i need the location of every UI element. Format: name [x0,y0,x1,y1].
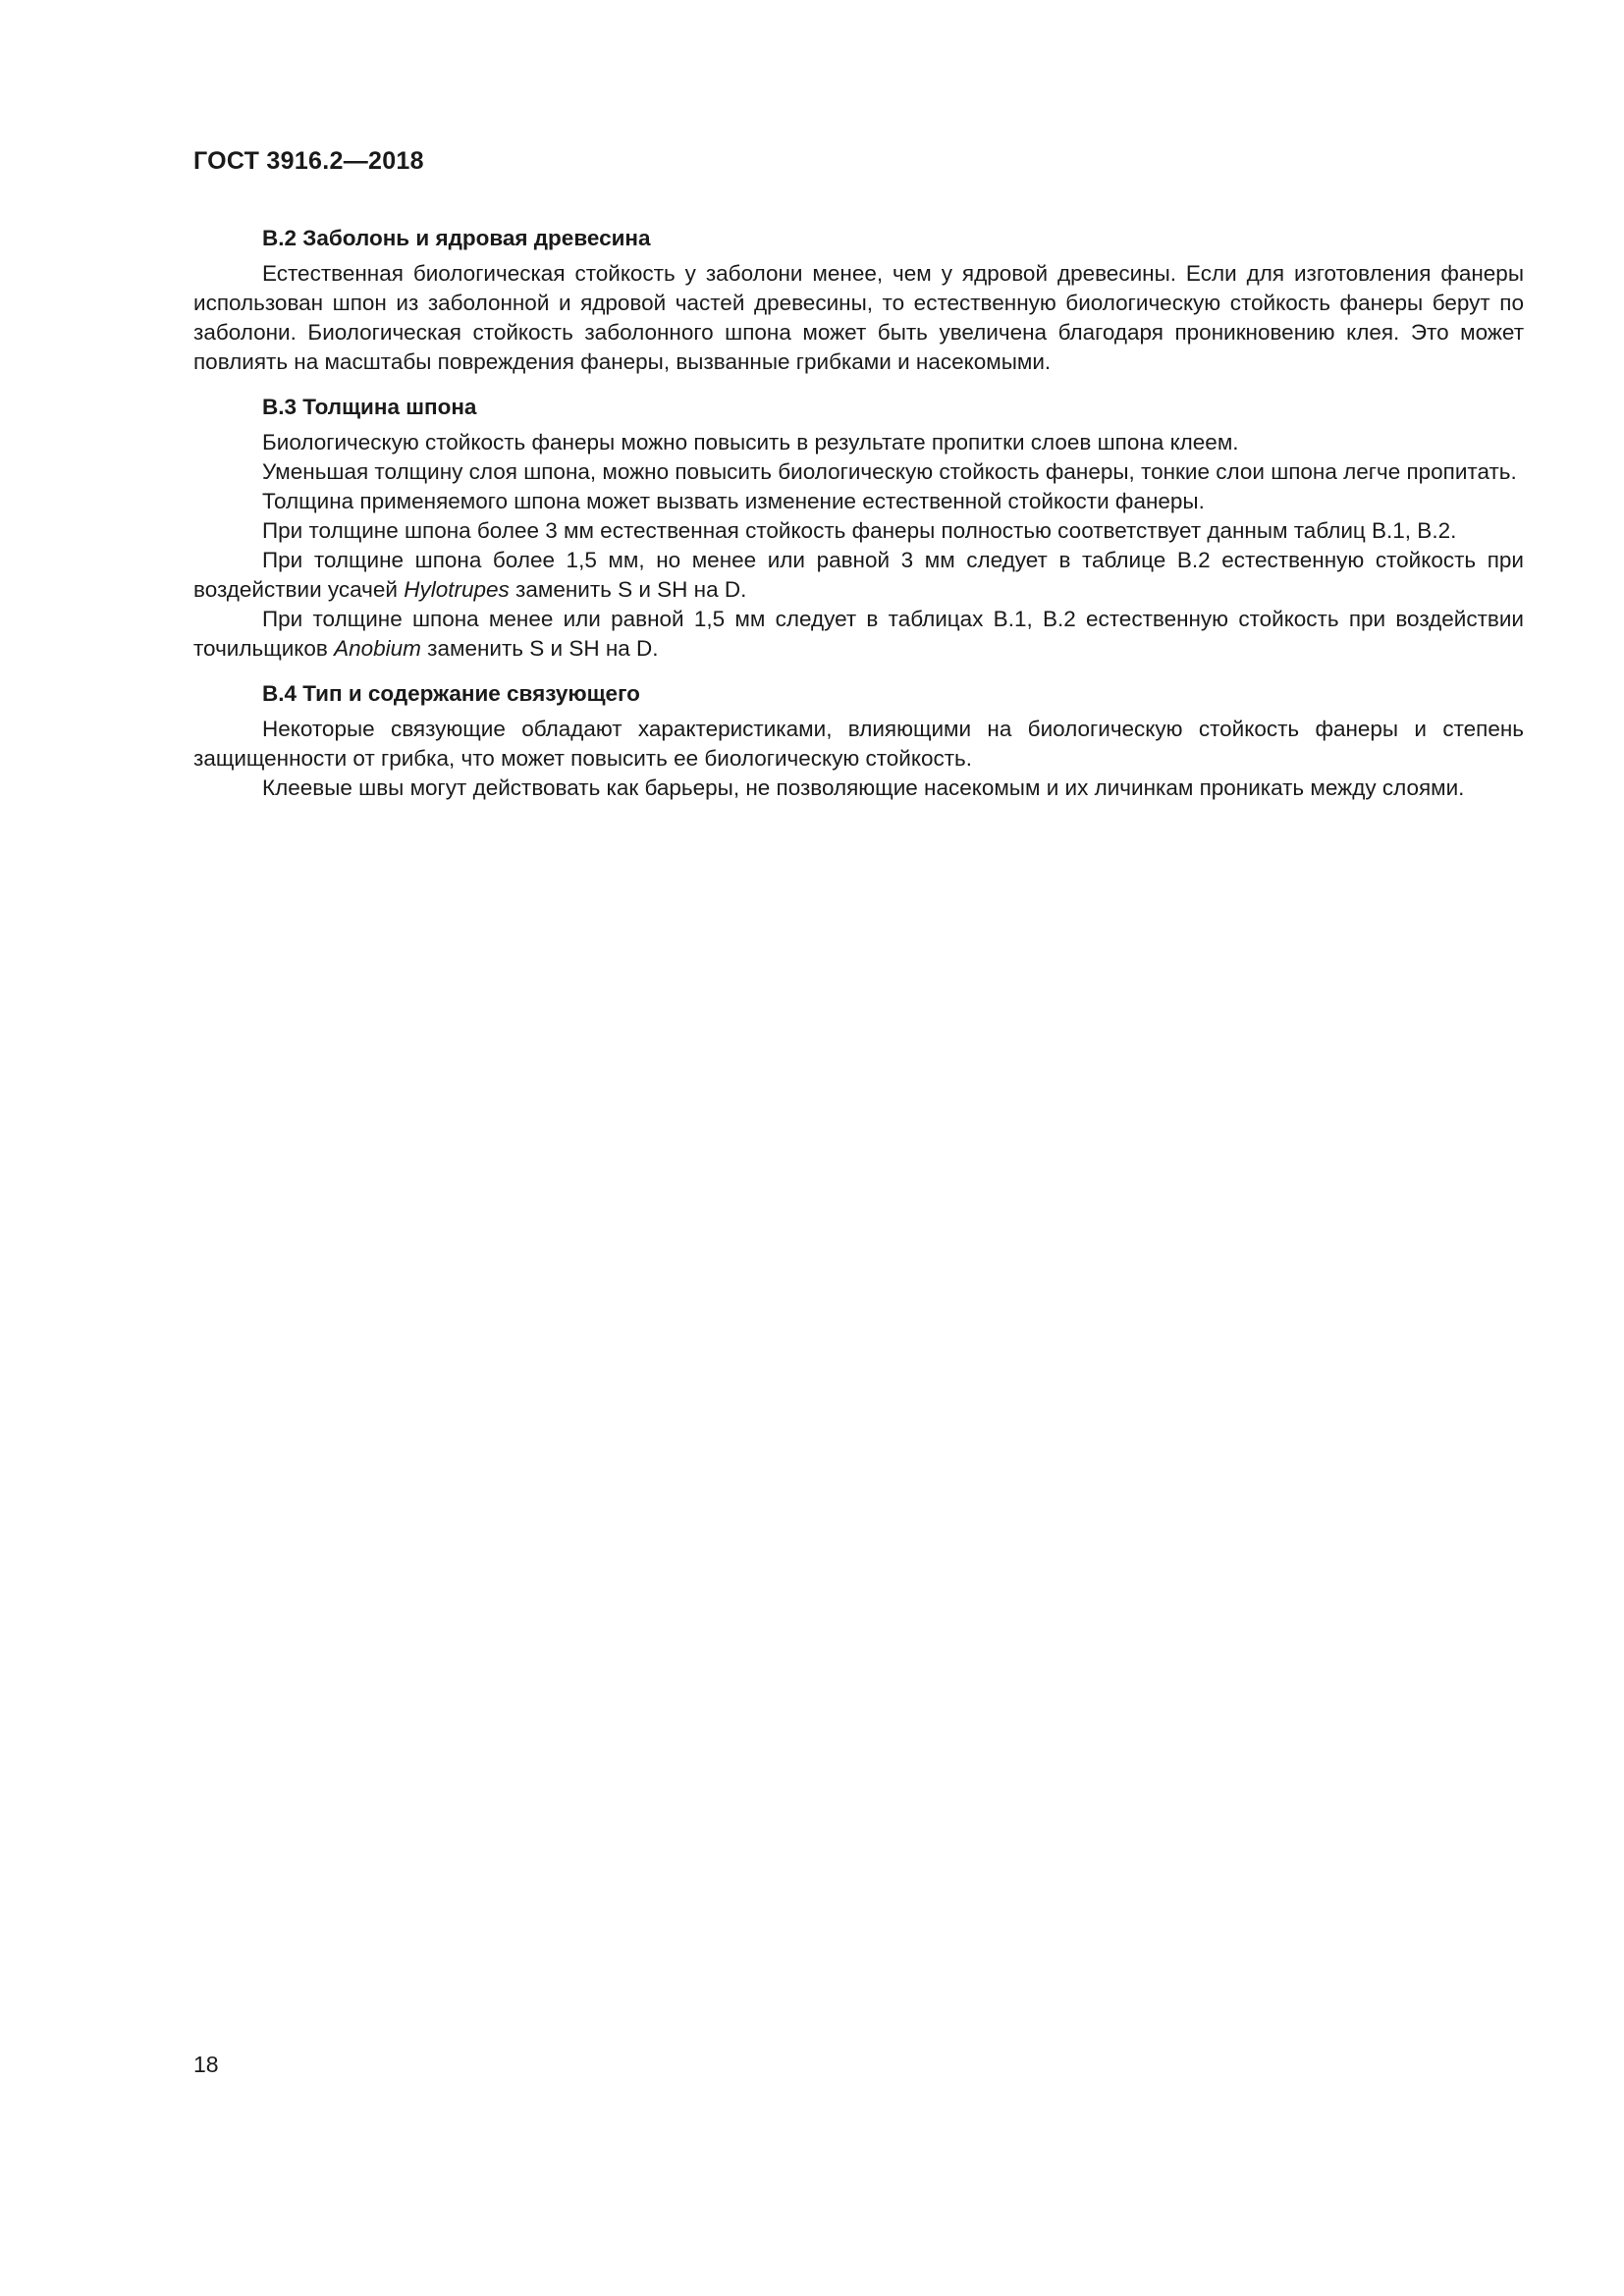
paragraph: Уменьшая толщину слоя шпона, можно повысить биологическую стойкость фанеры, тонкие слои шпона легче пропитать. [262,459,1517,484]
section-b3 [193,393,1524,664]
paragraph: При толщине шпона более 1,5 мм, но менее или равной 3 мм следует в таблице В.2 естественную стойкость при воздействии усачей Hylotrupes заменить S и SH на D. [193,548,1524,602]
page-number: 18 [193,2052,219,2077]
section-title: В.3 Толщина шпона [262,395,477,419]
section-title: В.4 Тип и содержание связующего [262,681,640,706]
paragraph: При толщине шпона более 3 мм естественная стойкость фанеры полностью соответствует данным таблиц В.1, В.2. [262,518,1457,543]
paragraph: Толщина применяемого шпона может вызвать изменение естественной стойкости фанеры. [262,489,1205,513]
genus-name-italic: Anobium [334,636,421,661]
paragraph: Клеевые швы могут действовать как барьеры, не позволяющие насекомым и их личинкам проникать между слоями. [262,775,1465,800]
section-b2 [193,224,1524,377]
paragraph: Естественная биологическая стойкость у заболони менее, чем у ядровой древесины. Если для изготовления фанеры использован шпон из заболонной и ядровой частей древесины, то естественную биологическую стойкость фанеры берут по заболони. Биологическая стойкость заболонного шпона может быть увеличена благодаря проникновению клея. Это может повлиять на масштабы повреждения фанеры, вызванные грибками и насекомыми. [193,261,1524,374]
section-title: В.2 Заболонь и ядровая древесина [262,226,651,250]
document-body [193,224,1524,819]
paragraph: Биологическую стойкость фанеры можно повысить в результате пропитки слоев шпона клеем. [262,430,1239,454]
document-code-header: ГОСТ 3916.2—2018 [193,147,424,175]
genus-name-italic: Hylotrupes [404,577,510,602]
paragraph: При толщине шпона менее или равной 1,5 мм следует в таблицах В.1, В.2 естественную стойкость при воздействии точильщиков Anobium заменить S и SH на D. [193,607,1524,661]
paragraph: Некоторые связующие обладают характеристиками, влияющими на биологическую стойкость фанеры и степень защищенности от грибка, что может повысить ее биологическую стойкость. [193,717,1524,771]
section-b4 [193,679,1524,803]
